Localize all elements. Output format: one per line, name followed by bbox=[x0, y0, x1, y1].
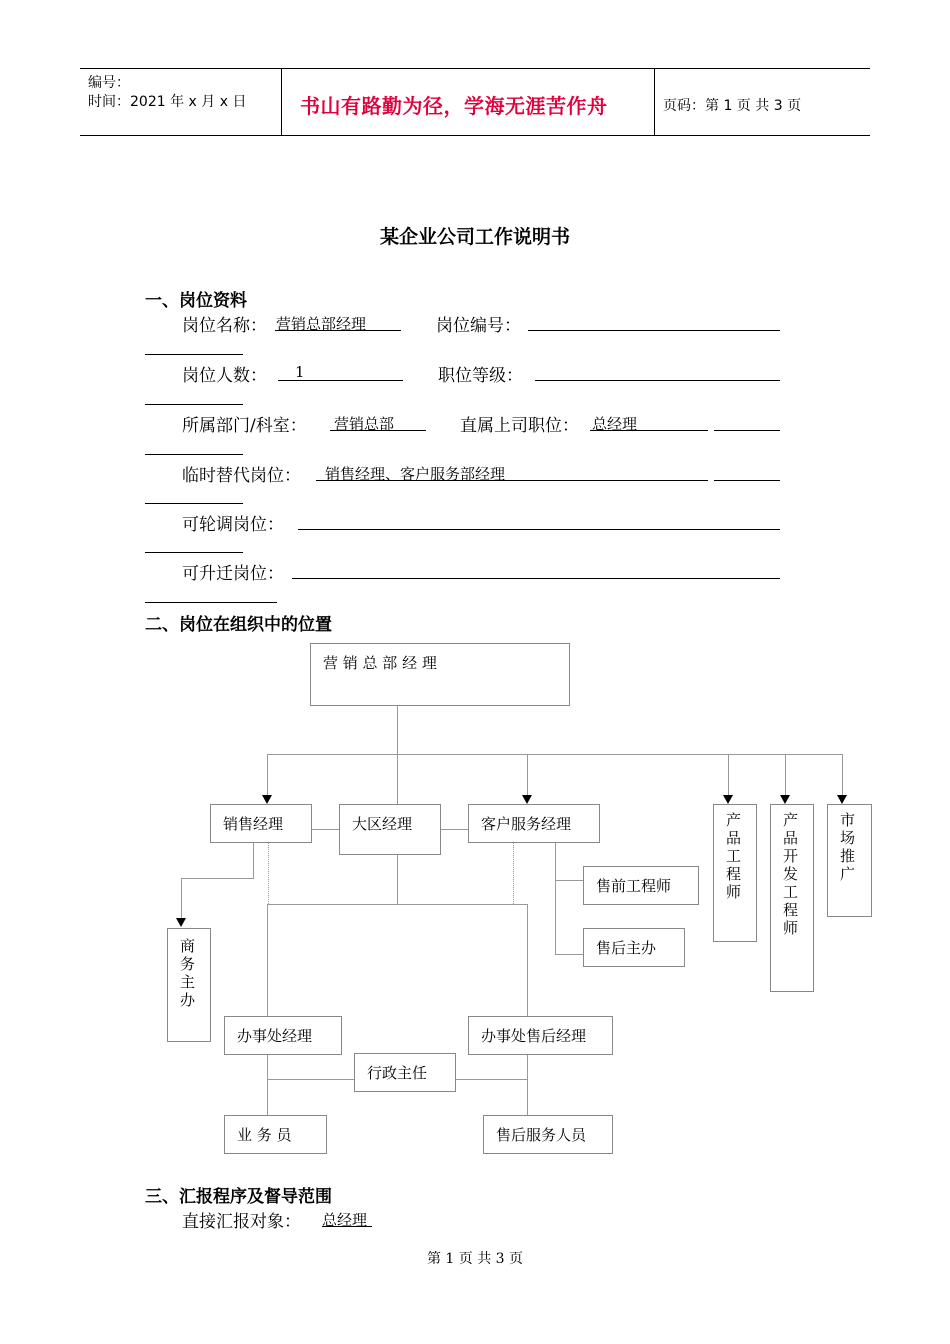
headcount-value: 1 bbox=[295, 363, 305, 381]
org-line bbox=[267, 1053, 268, 1116]
org-box-office-manager bbox=[224, 1016, 342, 1055]
org-line bbox=[253, 842, 254, 879]
org-box-sales-manager bbox=[210, 804, 312, 843]
org-line bbox=[455, 1079, 527, 1080]
org-line bbox=[555, 880, 584, 881]
header-motto: 书山有路勤为径，学海无涯苦作舟 bbox=[300, 94, 608, 118]
org-box-salesperson bbox=[224, 1115, 327, 1154]
org-line bbox=[181, 878, 182, 918]
header-page-label: 页码：第 1 页 共 3 页 bbox=[663, 98, 802, 114]
substitute-underline-wrap bbox=[145, 503, 243, 504]
position-name-underline bbox=[275, 330, 401, 331]
grade-label: 职位等级： bbox=[438, 366, 523, 386]
position-code-underline bbox=[528, 330, 780, 331]
promotion-underline-wrap bbox=[145, 602, 277, 603]
org-dotted-line bbox=[513, 842, 514, 904]
section3-heading: 三、汇报程序及督导范围 bbox=[145, 1187, 332, 1207]
supervisor-value: 总经理 bbox=[592, 415, 638, 433]
org-box-region-manager bbox=[339, 804, 441, 855]
arrow-icon bbox=[176, 918, 186, 927]
header-time-label: 时间：2021 年 x 月 x 日 bbox=[88, 94, 247, 110]
org-line bbox=[440, 829, 469, 830]
position-name-value: 营销总部经理 bbox=[276, 315, 367, 333]
header-divider-left bbox=[281, 68, 282, 135]
org-box-aftersales-staff bbox=[483, 1115, 613, 1154]
org-label-salesperson: 业 务 员 bbox=[237, 1126, 292, 1144]
header-top-rule bbox=[80, 68, 870, 69]
org-label-marketing: 市场推广 bbox=[840, 811, 856, 883]
org-label-admin-director: 行政主任 bbox=[367, 1064, 428, 1082]
department-underline bbox=[330, 430, 426, 431]
headcount-underline bbox=[278, 380, 403, 381]
org-line bbox=[728, 754, 729, 796]
org-box-cs-manager bbox=[468, 804, 600, 843]
org-line bbox=[267, 754, 843, 755]
org-label-office-aftersales-manager: 办事处售后经理 bbox=[481, 1027, 587, 1045]
org-line bbox=[527, 904, 528, 1017]
org-dotted-line bbox=[268, 842, 269, 904]
arrow-icon bbox=[522, 795, 532, 804]
org-label-product-engineer: 产品工程师 bbox=[726, 811, 742, 901]
org-box-office-aftersales-manager bbox=[468, 1016, 613, 1055]
org-label-aftersales-staff: 售后服务人员 bbox=[496, 1126, 587, 1144]
header-bottom-rule bbox=[80, 135, 870, 136]
org-label-aftersales-assistant: 售后主办 bbox=[596, 939, 657, 957]
header-divider-right bbox=[654, 68, 655, 135]
org-box-top-manager bbox=[310, 643, 570, 706]
org-box-presales-engineer bbox=[583, 866, 699, 905]
headcount-label: 岗位人数： bbox=[182, 366, 267, 386]
report-to-value: 总经理 bbox=[322, 1211, 368, 1229]
promotion-underline bbox=[292, 578, 780, 579]
org-line bbox=[842, 754, 843, 796]
document-title: 某企业公司工作说明书 bbox=[379, 226, 570, 248]
supervisor-underline-2 bbox=[714, 430, 780, 431]
org-line bbox=[397, 754, 398, 804]
org-line bbox=[397, 854, 398, 904]
report-to-label: 直接汇报对象： bbox=[182, 1212, 301, 1232]
org-line bbox=[267, 754, 268, 796]
org-line bbox=[527, 754, 528, 796]
org-box-marketing bbox=[827, 804, 872, 917]
org-box-product-engineer bbox=[713, 804, 757, 942]
org-label-cs-manager: 客户服务经理 bbox=[481, 815, 572, 833]
org-box-product-dev-engineer bbox=[770, 804, 814, 992]
org-box-admin-director bbox=[354, 1053, 456, 1092]
arrow-icon bbox=[837, 795, 847, 804]
grade-underline-wrap bbox=[145, 404, 243, 405]
report-to-underline bbox=[322, 1226, 372, 1227]
rotation-label: 可轮调岗位： bbox=[182, 515, 284, 535]
org-line bbox=[311, 829, 340, 830]
supervisor-underline-wrap bbox=[145, 454, 243, 455]
org-line bbox=[267, 904, 527, 905]
org-line bbox=[527, 1053, 528, 1116]
promotion-label: 可升迁岗位： bbox=[182, 564, 284, 584]
org-line bbox=[555, 842, 556, 955]
substitute-value: 销售经理、客户服务部经理 bbox=[325, 465, 506, 483]
position-name-label: 岗位名称： bbox=[182, 316, 267, 336]
header-number-label: 编号： bbox=[88, 75, 130, 91]
arrow-icon bbox=[780, 795, 790, 804]
department-label: 所属部门/科室： bbox=[182, 416, 307, 436]
rotation-underline bbox=[298, 529, 780, 530]
org-label-region-manager: 大区经理 bbox=[352, 815, 413, 833]
org-box-aftersales-assistant bbox=[583, 928, 685, 967]
section2-heading: 二、岗位在组织中的位置 bbox=[145, 615, 332, 635]
substitute-label: 临时替代岗位： bbox=[182, 466, 301, 486]
arrow-icon bbox=[723, 795, 733, 804]
substitute-underline-2 bbox=[714, 480, 780, 481]
supervisor-label: 直属上司职位： bbox=[460, 416, 579, 436]
org-box-business-assistant bbox=[167, 928, 211, 1042]
section1-heading: 一、岗位资料 bbox=[145, 291, 247, 311]
position-code-label: 岗位编号： bbox=[436, 316, 521, 336]
substitute-underline bbox=[316, 480, 708, 481]
position-code-underline-wrap bbox=[145, 354, 243, 355]
org-label-business-assistant: 商务主办 bbox=[180, 937, 196, 1009]
supervisor-underline bbox=[590, 430, 708, 431]
org-label-sales-manager: 销售经理 bbox=[223, 815, 284, 833]
org-label-product-dev-engineer: 产品开发工程师 bbox=[783, 811, 799, 937]
org-line bbox=[267, 1079, 354, 1080]
org-line bbox=[181, 878, 253, 879]
grade-underline bbox=[535, 380, 780, 381]
footer-page-number: 第 1 页 共 3 页 bbox=[426, 1251, 524, 1267]
arrow-icon bbox=[262, 795, 272, 804]
rotation-underline-wrap bbox=[145, 552, 243, 553]
org-label-office-manager: 办事处经理 bbox=[237, 1027, 313, 1045]
org-label-presales-engineer: 售前工程师 bbox=[596, 877, 672, 895]
org-label-top-manager: 营 销 总 部 经 理 bbox=[323, 654, 437, 672]
org-line bbox=[397, 705, 398, 755]
department-value: 营销总部 bbox=[334, 415, 395, 433]
org-line bbox=[785, 754, 786, 796]
org-line bbox=[555, 954, 584, 955]
org-line bbox=[267, 904, 268, 1017]
